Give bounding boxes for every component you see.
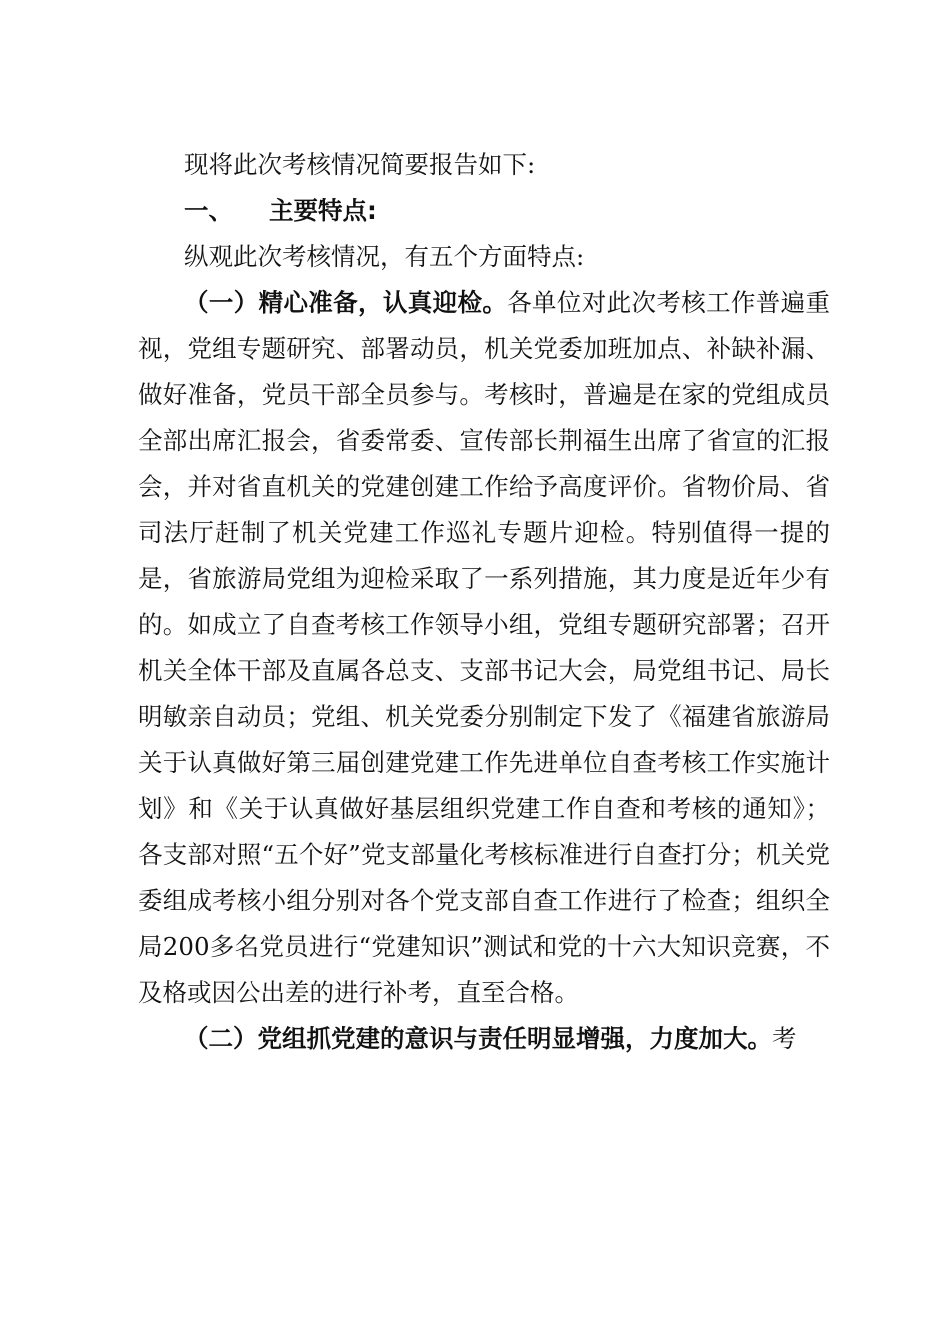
overview-text: 纵观此次考核情况，有五个方面特点:	[184, 242, 585, 271]
document-body	[138, 142, 830, 1062]
point-2-lead: （二）党组抓党建的意识与责任明显增强，力度加大。	[184, 1024, 772, 1053]
point-2-paragraph	[138, 1016, 830, 1062]
point-1-body: 各单位对此次考核工作普遍重视，党组专题研究、部署动员，机关党委加班加点、补缺补漏、做好准备，党员干部全员参与。考核时，普遍是在家的党组成员全部出席汇报会，省委常委、宣传部长荆福生出席了省宣的汇报会，并对省直机关的党建创建工作给予高度评价。省物价局、省司法厅赶制了机关党建工作巡礼专题片迎检。特别值得一提的是，省旅游局党组为迎检采取了一系列措施，其力度是近年少有的。如成立了自查考核工作领导小组，党组专题研究部署；召开机关全体干部及直属各总支、支部书记大会，局党组书记、局长明敏亲自动员；党组、机关党委分别制定下发了《福建省旅游局关于认真做好第三届创建党建工作先进单位自查考核工作实施计划》和《关于认真做好基层组织党建工作自查和考核的通知》；各支部对照“五个好”党支部量化考核标准进行自查打分；机关党委组成考核小组分别对各个党支部自查工作进行了检查；组织全局200多名党员进行“党建知识”测试和党的十六大知识竞赛，不及格或因公出差的进行补考，直至合格。	[138, 288, 831, 1007]
section-title: 主要特点:	[269, 196, 377, 225]
intro-paragraph	[138, 142, 830, 188]
section-number: 一、	[184, 196, 233, 225]
point-2-body: 考	[772, 1024, 797, 1053]
intro-text: 现将此次考核情况简要报告如下:	[184, 150, 536, 179]
point-1-paragraph	[138, 280, 830, 1016]
overview-paragraph	[138, 234, 830, 280]
point-1-lead: （一）精心准备，认真迎检。	[184, 288, 508, 317]
section-heading	[138, 188, 830, 234]
